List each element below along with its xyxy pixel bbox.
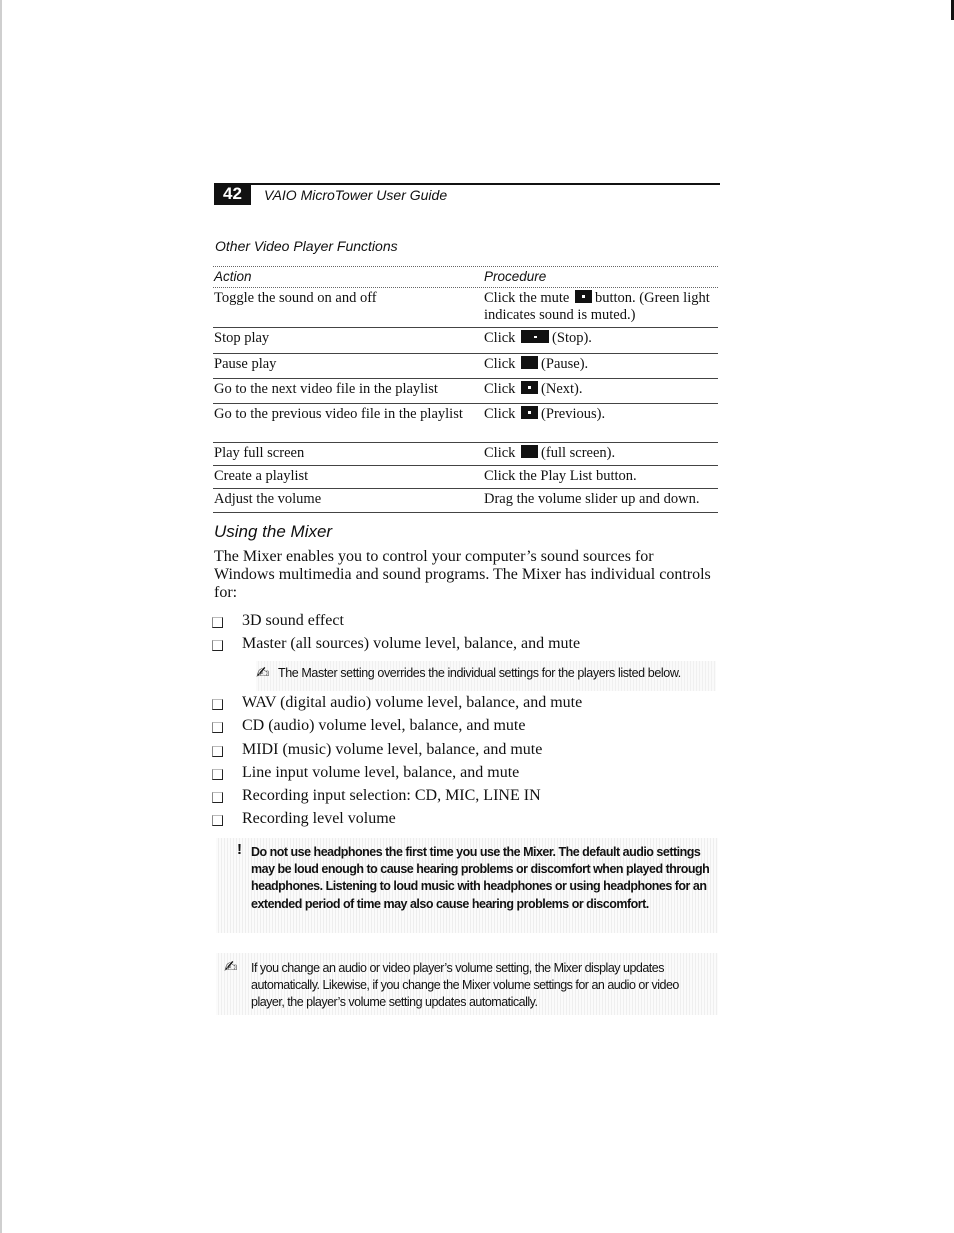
checkbox-bullet-icon [212,640,223,651]
procedure-text: Click the mute [484,290,573,306]
warning-box [216,838,718,933]
table-row [213,404,718,443]
action-cell: Go to the previous video file in the playlist [214,406,463,422]
procedure-cell [484,330,720,347]
list-item-text: Recording input selection: CD, MIC, LINE IN [242,787,541,805]
mixer-controls-list [212,612,732,659]
table-caption: Other Video Player Functions [215,238,398,254]
column-header-procedure: Procedure [484,269,547,284]
procedure-text: Click [484,330,520,346]
next-icon [521,381,538,394]
previous-icon [521,406,538,419]
pause-icon [521,356,538,369]
procedure-cell [484,468,720,485]
table-row [213,466,718,489]
page-header [214,181,720,205]
table-body [213,288,718,513]
mute-icon [575,290,592,303]
mixer-controls-list-continued [212,694,732,834]
list-item [212,717,732,740]
checkbox-bullet-icon [212,699,223,710]
procedure-text-end: button. (Green light indicates sound is muted.) [484,290,710,323]
table-header-row [213,266,718,288]
pencil-note-icon: ✍ [256,663,270,682]
list-item [212,635,732,658]
procedure-cell [484,356,720,373]
procedure-cell [484,491,720,508]
checkbox-bullet-icon [212,769,223,780]
checkbox-bullet-icon [212,746,223,757]
section-heading: Using the Mixer [214,522,333,541]
guide-title: VAIO MicroTower User Guide [264,187,448,203]
action-cell: Play full screen [214,445,305,461]
list-item-text: Master (all sources) volume level, balance, and mute [242,635,581,653]
procedure-text-end: (Pause). [541,356,589,372]
list-item [212,810,732,833]
procedure-cell [484,381,720,398]
procedure-text: Click [484,445,520,461]
procedure-text-end: (Previous). [541,406,606,422]
procedure-text: Drag the volume slider up and down. [484,491,700,507]
list-item-text: WAV (digital audio) volume level, balance, and mute [242,694,583,711]
list-item-text: Line input volume level, balance, and mute [242,763,520,781]
stop-icon [521,330,549,343]
checkbox-bullet-icon [212,617,223,628]
list-item-text: 3D sound effect [242,612,344,629]
intro-paragraph: The Mixer enables you to control your computer’s sound sources for Windows multimedia and sound programs. The Mixer has individual controls for: [214,548,711,601]
note-box [216,953,718,1015]
master-note-text: The Master setting overrides the individual settings for the players listed below. [278,666,681,680]
checkbox-bullet-icon [212,815,223,826]
full-screen-icon [521,445,538,458]
master-note [256,661,716,691]
note-text: If you change an audio or video player’s volume setting, the Mixer display updates automatically. Likewise, if you change the Mixer volume settings for an audio or video player, the player’s volume setting updates automatically. [251,961,679,1009]
table-row [213,379,718,404]
checkbox-bullet-icon [212,792,223,803]
procedure-cell [484,406,720,423]
procedure-text: Click the Play List button. [484,468,637,484]
action-cell: Stop play [214,330,270,346]
pencil-note-icon: ✍ [224,957,238,976]
action-cell: Adjust the volume [214,491,322,507]
checkbox-bullet-icon [212,722,223,733]
list-item [212,612,732,635]
action-cell: Pause play [214,356,277,372]
page-number: 42 [214,183,251,205]
list-item [212,787,732,810]
table-row [213,328,718,354]
table-row [213,354,718,379]
list-item-text: Recording level volume [242,810,396,828]
table-row [213,288,718,328]
column-header-action: Action [214,269,252,284]
table-row [213,489,718,513]
warning-text: Do not use headphones the first time you use the Mixer. The default audio settings may be loud enough to cause hearing problems or discomfort when played through headphones. Listening to loud music with headphones or using headphones for an extended period of time may also cause hearing problems or discomfort. [251,845,710,911]
list-item [212,741,732,764]
procedure-cell [484,290,720,324]
header-rule [251,183,720,185]
procedure-cell [484,445,720,462]
procedure-text: Click [484,356,520,372]
action-cell: Go to the next video file in the playlist [214,381,438,397]
procedure-text-end: (Next). [541,381,583,397]
action-cell: Toggle the sound on and off [214,290,377,306]
table-row [213,443,718,466]
list-item-text: CD (audio) volume level, balance, and mute [242,717,526,735]
list-item [212,694,732,717]
procedure-text-end: (full screen). [541,445,616,461]
warning-icon: ! [237,841,242,858]
procedure-text: Click [484,406,520,422]
procedure-text-end: (Stop). [552,330,592,346]
functions-table [213,266,718,513]
action-cell: Create a playlist [214,468,309,484]
procedure-text: Click [484,381,520,397]
list-item-text: MIDI (music) volume level, balance, and mute [242,740,543,758]
scan-edge [0,0,2,1233]
list-item [212,764,732,787]
